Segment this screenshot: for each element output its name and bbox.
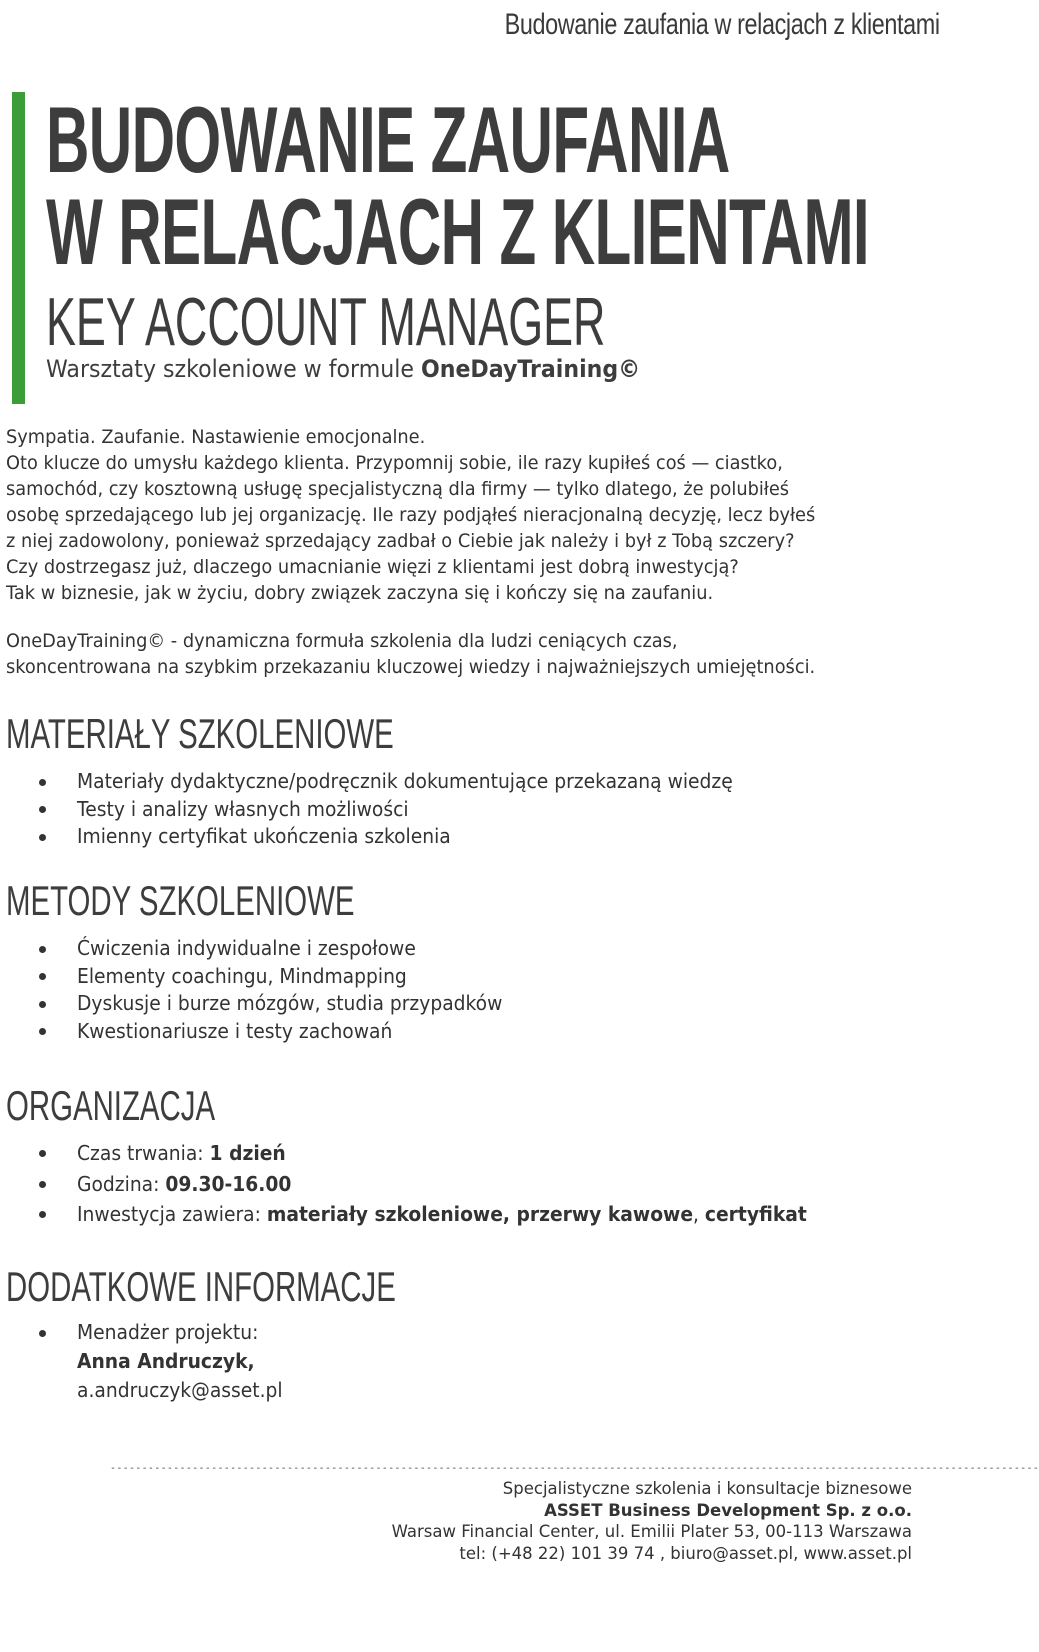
list-item-text: Testy i analizy własnych możliwości (77, 796, 409, 821)
list-item-manager-email (0, 1376, 297, 1405)
footer-contact[interactable]: tel: (+48 22) 101 39 74 , biuro@asset.pl, www.asset.pl (459, 1543, 912, 1563)
list-item-hours (0, 1169, 858, 1200)
methods-heading: METODY SZKOLENIOWE (6, 877, 355, 924)
promo-line: skoncentrowana na szybkim przekazaniu kluczowej wiedzy i najważniejszych umiejętności. (6, 656, 816, 678)
intro-line: Czy dostrzegasz już, dlaczego umacnianie więzi z klientami jest dobrą inwestycją? (6, 556, 739, 578)
tagline-brand: OneDayTraining© (420, 355, 641, 383)
materials-list (0, 768, 778, 851)
page-subtitle: KEY ACCOUNT MANAGER (46, 284, 606, 360)
bullet-icon (39, 1181, 46, 1188)
list-item-investment (0, 1199, 858, 1230)
bullet-icon (39, 779, 46, 786)
intro-line: osobę sprzedającego lub jej organizację. Ile razy podjąłeś nieracjonalną decyzję, lecz byłeś (6, 504, 816, 526)
bullet-icon (39, 834, 46, 841)
bullet-icon (39, 1001, 46, 1008)
investment-value-certificate: certyfikat (704, 1202, 807, 1226)
manager-name-text: Anna Andruczyk, (77, 1349, 255, 1373)
intro-line: Sympatia. Zaufanie. Nastawienie emocjonalne. (6, 426, 426, 448)
methods-list (0, 935, 532, 1045)
list-item (0, 823, 778, 851)
list-item-text (77, 1199, 807, 1230)
investment-value: materiały szkoleniowe, przerwy kawowe (266, 1202, 694, 1226)
footer-address: Warsaw Financial Center, ul. Emilii Plater 53, 00-113 Warszawa (391, 1522, 912, 1541)
intro-line: samochód, czy kosztowną usługę specjalistyczną dla firmy — tylko dlatego, że polubiłeś (6, 478, 790, 500)
list-item-duration (0, 1138, 858, 1169)
list-item-text: Dyskusje i burze mózgów, studia przypadków (77, 991, 503, 1015)
list-item-manager (0, 1318, 297, 1347)
list-item (0, 935, 532, 963)
tagline-prefix: Warsztaty szkoleniowe w formule (46, 355, 421, 383)
list-item-text: Imienny certyfikat ukończenia szkolenia (77, 824, 451, 848)
list-item-text (77, 1169, 291, 1200)
duration-value: 1 dzień (209, 1141, 286, 1165)
bullet-icon (39, 1028, 46, 1035)
bullet-icon (39, 1150, 46, 1157)
hours-label: Godzina: (77, 1171, 166, 1196)
footer-tagline: Specjalistyczne szkolenia i konsultacje biznesowe (502, 1479, 912, 1498)
list-item-text (77, 1138, 286, 1169)
bullet-icon (39, 806, 46, 813)
intro-paragraph (6, 424, 960, 606)
footer-divider: --------------------------------------------------------------------------------------------------------------------------------------------------- (110, 1463, 1039, 1474)
list-item (0, 990, 532, 1018)
manager-label: Menadżer projektu: (77, 1320, 259, 1344)
footer (392, 1478, 912, 1564)
list-item-text: Kwestionariusze i testy zachowań (77, 1018, 393, 1043)
organization-list (0, 1138, 858, 1230)
investment-label: Inwestycja zawiera: (77, 1202, 267, 1226)
list-item (0, 768, 778, 796)
promo-paragraph (6, 628, 960, 680)
extra-info-list (0, 1318, 297, 1405)
intro-line: Tak w biznesie, jak w życiu, dobry związek zaczyna się i kończy się na zaufaniu. (6, 582, 714, 604)
list-item-text: Ćwiczenia indywidualne i zespołowe (77, 936, 416, 960)
footer-company: ASSET Business Development Sp. z o.o. (544, 1500, 912, 1520)
list-item-text: Elementy coachingu, Mindmapping (77, 963, 407, 988)
bullet-icon (39, 946, 46, 953)
bullet-icon (39, 1330, 46, 1337)
intro-line: Oto klucze do umysłu każdego klienta. Przypomnij sobie, ile razy kupiłeś coś — ciastko, (6, 452, 783, 474)
list-item (0, 1018, 532, 1046)
running-header: Budowanie zaufania w relacjach z klientami (505, 8, 940, 41)
promo-line: OneDayTraining© - dynamiczna formuła szkolenia dla ludzi ceniących czas, (6, 630, 678, 652)
extra-info-heading: DODATKOWE INFORMACJE (6, 1263, 396, 1310)
accent-bar (12, 92, 25, 404)
manager-email[interactable]: a.andruczyk@asset.pl (77, 1378, 283, 1402)
list-item-text: Materiały dydaktyczne/podręcznik dokumentujące przekazaną wiedzę (77, 769, 733, 793)
organization-heading: ORGANIZACJA (6, 1082, 216, 1129)
intro-line: z niej zadowolony, ponieważ sprzedający zadbał o Ciebie jak należy i był z Tobą szczery? (6, 530, 795, 552)
investment-separator: , (693, 1202, 705, 1226)
manager-name (77, 1347, 255, 1376)
tagline (46, 355, 640, 383)
list-item (0, 796, 778, 824)
hours-value: 09.30-16.00 (165, 1171, 292, 1196)
duration-label: Czas trwania: (77, 1141, 210, 1165)
page-title-line-1: BUDOWANIE ZAUFANIA (46, 87, 730, 192)
bullet-icon (39, 1211, 46, 1218)
list-item (0, 963, 532, 991)
materials-heading: MATERIAŁY SZKOLENIOWE (6, 710, 394, 757)
page-title-line-2: W RELACJACH Z KLIENTAMI (46, 179, 869, 284)
bullet-icon (39, 973, 46, 980)
list-item-manager-name (0, 1347, 297, 1376)
